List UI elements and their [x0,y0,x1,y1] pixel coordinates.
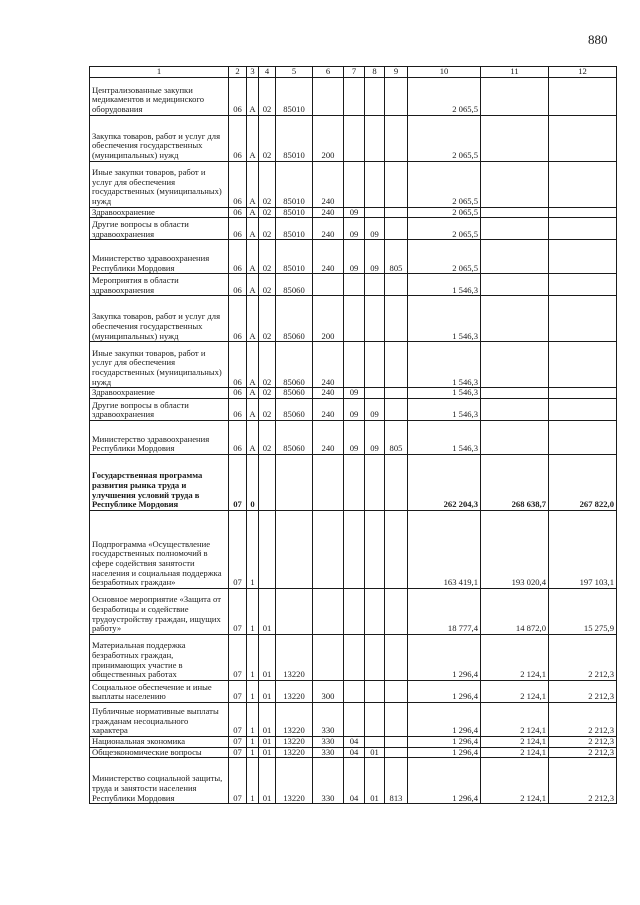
division-cell: 04 [344,736,365,747]
division-cell: 09 [344,420,365,454]
table-row [90,342,617,388]
amount-year-2-cell: 2 124,1 [481,736,549,747]
amount-year-1-cell: 2 065,5 [408,207,481,218]
item-name-cell: Другие вопросы в области здравоохранения [90,398,229,420]
section-code-cell: 06 [229,296,247,342]
target-code-cell: 13220 [276,634,313,680]
amount-year-3-cell [549,274,617,296]
item-name-cell: Министерство здравоохранения Республики Мордовия [90,240,229,274]
amount-year-2-cell: 2 124,1 [481,758,549,804]
item-name-cell: Здравоохранение [90,207,229,218]
section-code-cell: 06 [229,207,247,218]
table-row [90,240,617,274]
amount-year-3-cell: 2 212,3 [549,758,617,804]
division-cell [344,296,365,342]
amount-year-3-cell [549,398,617,420]
page-number: 880 [588,32,608,47]
expense-type-cell: 330 [313,758,344,804]
subsection-code-cell: 1 [247,588,259,634]
table-row [90,161,617,207]
amount-year-3-cell [549,218,617,240]
division-cell [344,274,365,296]
ministry-code-cell [385,342,408,388]
amount-year-2-cell: 2 124,1 [481,680,549,702]
section-code-cell: 07 [229,758,247,804]
division-cell: 09 [344,207,365,218]
table-row [90,736,617,747]
amount-year-3-cell [549,240,617,274]
amount-year-3-cell [549,207,617,218]
subdivision-cell [365,274,385,296]
expense-type-cell [313,510,344,588]
amount-year-3-cell: 2 212,3 [549,680,617,702]
amount-year-1-cell: 1 296,4 [408,680,481,702]
amount-year-3-cell: 2 212,3 [549,736,617,747]
subdivision-cell: 09 [365,240,385,274]
subdivision-cell [365,342,385,388]
subsection-code-cell: А [247,342,259,388]
table-row [90,702,617,736]
table-row [90,296,617,342]
subsection-code-cell: 1 [247,758,259,804]
section-code-cell: 07 [229,510,247,588]
amount-year-2-cell [481,77,549,115]
ministry-code-cell [385,702,408,736]
expense-type-cell: 240 [313,218,344,240]
division-cell [344,77,365,115]
table-row [90,680,617,702]
subsection-code-cell: 1 [247,510,259,588]
division-cell [344,115,365,161]
target-code-cell [276,588,313,634]
target-code-cell: 85010 [276,240,313,274]
subdivision-cell: 09 [365,420,385,454]
section-code-cell: 07 [229,454,247,510]
ministry-code-cell [385,634,408,680]
section-code-cell: 07 [229,747,247,758]
ministry-code-cell [385,207,408,218]
program-code-cell: 01 [259,634,276,680]
target-code-cell: 13220 [276,758,313,804]
program-code-cell: 02 [259,398,276,420]
ministry-code-cell [385,398,408,420]
ministry-code-cell: 813 [385,758,408,804]
subdivision-cell [365,588,385,634]
expense-type-cell: 240 [313,240,344,274]
amount-year-2-cell: 14 872,0 [481,588,549,634]
section-code-cell: 07 [229,736,247,747]
target-code-cell: 85010 [276,207,313,218]
amount-year-1-cell: 1 296,4 [408,702,481,736]
target-code-cell: 13220 [276,747,313,758]
amount-year-2-cell [481,161,549,207]
subsection-code-cell: 1 [247,680,259,702]
target-code-cell [276,454,313,510]
column-header-9: 9 [385,67,408,78]
program-code-cell: 02 [259,342,276,388]
expense-type-cell [313,588,344,634]
subsection-code-cell: А [247,218,259,240]
subdivision-cell [365,510,385,588]
subsection-code-cell: А [247,207,259,218]
amount-year-3-cell [549,161,617,207]
subdivision-cell [365,388,385,399]
section-code-cell: 06 [229,161,247,207]
column-header-3: 3 [247,67,259,78]
budget-table [89,66,617,804]
target-code-cell: 85060 [276,398,313,420]
subsection-code-cell: А [247,274,259,296]
table-row [90,634,617,680]
ministry-code-cell [385,161,408,207]
column-header-5: 5 [276,67,313,78]
expense-type-cell [313,634,344,680]
expense-type-cell [313,454,344,510]
division-cell [344,454,365,510]
subdivision-cell [365,454,385,510]
section-code-cell: 06 [229,274,247,296]
division-cell: 09 [344,240,365,274]
subdivision-cell: 09 [365,398,385,420]
amount-year-2-cell [481,115,549,161]
ministry-code-cell: 805 [385,420,408,454]
item-name-cell: Общеэкономические вопросы [90,747,229,758]
item-name-cell: Здравоохранение [90,388,229,399]
section-code-cell: 07 [229,702,247,736]
target-code-cell: 85010 [276,115,313,161]
subsection-code-cell: А [247,240,259,274]
target-code-cell [276,510,313,588]
expense-type-cell [313,274,344,296]
subdivision-cell: 09 [365,218,385,240]
table-row [90,420,617,454]
target-code-cell: 13220 [276,680,313,702]
subdivision-cell [365,161,385,207]
amount-year-1-cell: 1 546,3 [408,274,481,296]
table-header-row [90,67,617,78]
section-code-cell: 06 [229,218,247,240]
ministry-code-cell [385,77,408,115]
item-name-cell: Подпрограмма «Осуществление государственных полномочий в сфере содействия занятости населения и социальная поддержка безработных граждан» [90,510,229,588]
subsection-code-cell: А [247,115,259,161]
amount-year-2-cell: 2 124,1 [481,634,549,680]
amount-year-2-cell [481,207,549,218]
amount-year-2-cell: 2 124,1 [481,747,549,758]
amount-year-3-cell: 2 212,3 [549,702,617,736]
ministry-code-cell [385,274,408,296]
section-code-cell: 07 [229,680,247,702]
amount-year-1-cell: 2 065,5 [408,77,481,115]
division-cell [344,588,365,634]
section-code-cell: 06 [229,398,247,420]
division-cell [344,634,365,680]
subdivision-cell [365,77,385,115]
amount-year-1-cell: 1 296,4 [408,747,481,758]
program-code-cell [259,510,276,588]
amount-year-1-cell: 1 296,4 [408,736,481,747]
column-header-1: 1 [90,67,229,78]
ministry-code-cell [385,736,408,747]
column-header-8: 8 [365,67,385,78]
expense-type-cell: 330 [313,747,344,758]
subsection-code-cell: А [247,161,259,207]
expense-type-cell: 240 [313,398,344,420]
ministry-code-cell [385,680,408,702]
amount-year-3-cell: 197 103,1 [549,510,617,588]
section-code-cell: 06 [229,420,247,454]
program-code-cell: 02 [259,296,276,342]
amount-year-1-cell: 1 296,4 [408,634,481,680]
column-header-4: 4 [259,67,276,78]
program-code-cell: 02 [259,207,276,218]
item-name-cell: Иные закупки товаров, работ и услуг для обеспечения государственных (муниципальных) нужд [90,342,229,388]
expense-type-cell: 240 [313,420,344,454]
subsection-code-cell: А [247,388,259,399]
expense-type-cell: 300 [313,680,344,702]
amount-year-2-cell: 2 124,1 [481,702,549,736]
subsection-code-cell: 1 [247,747,259,758]
ministry-code-cell [385,454,408,510]
amount-year-2-cell [481,274,549,296]
item-name-cell: Национальная экономика [90,736,229,747]
column-header-7: 7 [344,67,365,78]
subdivision-cell: 01 [365,747,385,758]
target-code-cell: 13220 [276,702,313,736]
table-row [90,218,617,240]
expense-type-cell: 200 [313,296,344,342]
amount-year-2-cell [481,420,549,454]
item-name-cell: Министерство здравоохранения Республики Мордовия [90,420,229,454]
program-code-cell [259,454,276,510]
ministry-code-cell [385,388,408,399]
subsection-code-cell: А [247,420,259,454]
program-code-cell: 01 [259,588,276,634]
division-cell: 09 [344,398,365,420]
division-cell [344,342,365,388]
amount-year-3-cell [549,296,617,342]
amount-year-2-cell [481,398,549,420]
amount-year-1-cell: 1 546,3 [408,296,481,342]
division-cell [344,161,365,207]
division-cell [344,510,365,588]
item-name-cell: Закупка товаров, работ и услуг для обеспечения государственных (муниципальных) нужд [90,296,229,342]
table-row [90,454,617,510]
program-code-cell: 01 [259,747,276,758]
program-code-cell: 01 [259,680,276,702]
expense-type-cell: 330 [313,702,344,736]
item-name-cell: Централизованные закупки медикаментов и медицинского оборудования [90,77,229,115]
division-cell: 09 [344,218,365,240]
table-row [90,77,617,115]
amount-year-2-cell: 268 638,7 [481,454,549,510]
ministry-code-cell [385,510,408,588]
subdivision-cell [365,736,385,747]
section-code-cell: 06 [229,342,247,388]
program-code-cell: 02 [259,161,276,207]
target-code-cell: 85060 [276,274,313,296]
amount-year-3-cell [549,77,617,115]
expense-type-cell: 240 [313,207,344,218]
subdivision-cell [365,296,385,342]
target-code-cell: 85010 [276,161,313,207]
column-header-2: 2 [229,67,247,78]
amount-year-3-cell: 2 212,3 [549,747,617,758]
program-code-cell: 02 [259,420,276,454]
division-cell: 09 [344,388,365,399]
ministry-code-cell [385,747,408,758]
amount-year-3-cell: 267 822,0 [549,454,617,510]
subsection-code-cell: А [247,296,259,342]
division-cell [344,680,365,702]
amount-year-1-cell: 1 546,3 [408,342,481,388]
amount-year-1-cell: 262 204,3 [408,454,481,510]
program-code-cell: 02 [259,274,276,296]
amount-year-2-cell [481,240,549,274]
item-name-cell: Социальное обеспечение и иные выплаты населению [90,680,229,702]
subdivision-cell [365,115,385,161]
subdivision-cell [365,680,385,702]
amount-year-2-cell: 193 020,4 [481,510,549,588]
expense-type-cell [313,77,344,115]
program-code-cell: 02 [259,115,276,161]
amount-year-3-cell [549,115,617,161]
amount-year-2-cell [481,296,549,342]
amount-year-1-cell: 1 546,3 [408,420,481,454]
item-name-cell: Другие вопросы в области здравоохранения [90,218,229,240]
expense-type-cell: 200 [313,115,344,161]
amount-year-1-cell: 2 065,5 [408,115,481,161]
amount-year-2-cell [481,388,549,399]
target-code-cell: 85010 [276,218,313,240]
subsection-code-cell: 0 [247,454,259,510]
table-row [90,747,617,758]
table-row [90,274,617,296]
amount-year-2-cell [481,218,549,240]
amount-year-1-cell: 1 546,3 [408,398,481,420]
section-code-cell: 06 [229,388,247,399]
program-code-cell: 02 [259,218,276,240]
section-code-cell: 07 [229,634,247,680]
item-name-cell: Основное мероприятие «Защита от безработицы и содействие трудоустройству граждан, ищущих работу» [90,588,229,634]
program-code-cell: 01 [259,702,276,736]
item-name-cell: Иные закупки товаров, работ и услуг для обеспечения государственных (муниципальных) нужд [90,161,229,207]
amount-year-3-cell: 2 212,3 [549,634,617,680]
amount-year-1-cell: 2 065,5 [408,161,481,207]
table-row [90,115,617,161]
section-code-cell: 06 [229,240,247,274]
subdivision-cell: 01 [365,758,385,804]
program-code-cell: 02 [259,77,276,115]
ministry-code-cell [385,218,408,240]
expense-type-cell: 330 [313,736,344,747]
item-name-cell: Мероприятия в области здравоохранения [90,274,229,296]
item-name-cell: Государственная программа развития рынка труда и улучшения условий труда в Республике Мордовия [90,454,229,510]
amount-year-1-cell: 2 065,5 [408,240,481,274]
subsection-code-cell: 1 [247,634,259,680]
subdivision-cell [365,634,385,680]
program-code-cell: 02 [259,388,276,399]
amount-year-2-cell [481,342,549,388]
table-row [90,388,617,399]
amount-year-1-cell: 1 546,3 [408,388,481,399]
item-name-cell: Публичные нормативные выплаты гражданам несоциального характера [90,702,229,736]
program-code-cell: 02 [259,240,276,274]
target-code-cell: 85010 [276,77,313,115]
item-name-cell: Материальная поддержка безработных граждан, принимающих участие в общественных работах [90,634,229,680]
subsection-code-cell: 1 [247,702,259,736]
table-row [90,510,617,588]
ministry-code-cell [385,115,408,161]
item-name-cell: Закупка товаров, работ и услуг для обеспечения государственных (муниципальных) нужд [90,115,229,161]
section-code-cell: 06 [229,115,247,161]
expense-type-cell: 240 [313,342,344,388]
subdivision-cell [365,702,385,736]
amount-year-3-cell [549,420,617,454]
division-cell: 04 [344,758,365,804]
table-row [90,398,617,420]
target-code-cell: 85060 [276,420,313,454]
column-header-12: 12 [549,67,617,78]
amount-year-3-cell [549,388,617,399]
ministry-code-cell [385,588,408,634]
section-code-cell: 06 [229,77,247,115]
item-name-cell: Министерство социальной защиты, труда и занятости населения Республики Мордовия [90,758,229,804]
target-code-cell: 85060 [276,388,313,399]
column-header-6: 6 [313,67,344,78]
subsection-code-cell: А [247,77,259,115]
amount-year-1-cell: 18 777,4 [408,588,481,634]
amount-year-1-cell: 163 419,1 [408,510,481,588]
target-code-cell: 85060 [276,342,313,388]
expense-type-cell: 240 [313,161,344,207]
amount-year-1-cell: 1 296,4 [408,758,481,804]
table-row [90,758,617,804]
program-code-cell: 01 [259,758,276,804]
ministry-code-cell: 805 [385,240,408,274]
subsection-code-cell: 1 [247,736,259,747]
amount-year-1-cell: 2 065,5 [408,218,481,240]
division-cell: 04 [344,747,365,758]
table-row [90,207,617,218]
subdivision-cell [365,207,385,218]
amount-year-3-cell [549,342,617,388]
target-code-cell: 13220 [276,736,313,747]
column-header-10: 10 [408,67,481,78]
section-code-cell: 07 [229,588,247,634]
subsection-code-cell: А [247,398,259,420]
target-code-cell: 85060 [276,296,313,342]
column-header-11: 11 [481,67,549,78]
program-code-cell: 01 [259,736,276,747]
table-row [90,588,617,634]
amount-year-3-cell: 15 275,9 [549,588,617,634]
ministry-code-cell [385,296,408,342]
expense-type-cell: 240 [313,388,344,399]
division-cell [344,702,365,736]
